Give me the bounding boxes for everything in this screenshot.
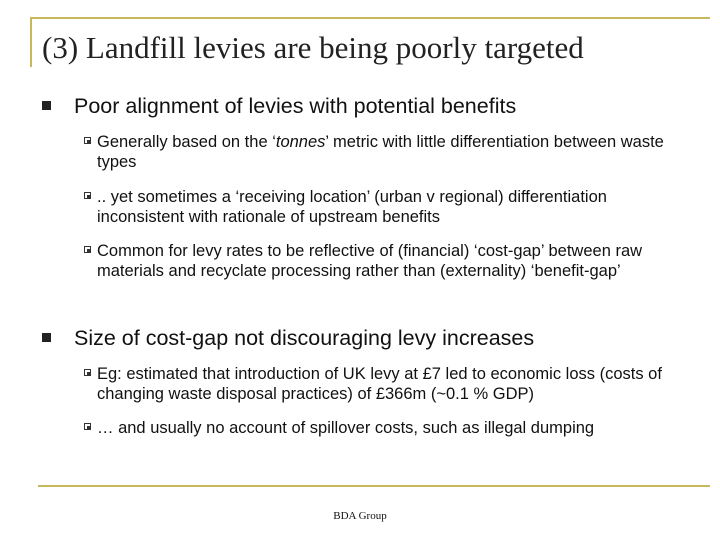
sub-bullet-1-1-pre: Generally based on the ‘ [97, 133, 276, 151]
bullet-1-text: Poor alignment of levies with potential benefits [74, 94, 517, 118]
frame-left-line [30, 17, 32, 67]
sub-bullet-1-1-text [97, 132, 679, 172]
slide-title: (3) Landfill levies are being poorly targeted [42, 30, 584, 65]
frame-bottom-line [38, 485, 710, 487]
square-bullet-icon [42, 333, 51, 342]
sub-bullet-1-2-text: .. yet sometimes a ‘receiving location’ (urban v regional) differentiation inconsistent with rationale of upstream benefits [97, 188, 607, 226]
checkbox-bullet-icon [84, 369, 91, 376]
checkbox-bullet-icon [84, 423, 91, 430]
sub-bullet-2-1-text: Eg: estimated that introduction of UK levy at £7 led to economic loss (costs of changing waste disposal practices) of £366m (~0.1 % GDP) [97, 365, 662, 403]
sub-bullet-1-1-post: ’ metric with little differentiation between waste types [97, 133, 664, 171]
checkbox-bullet-icon [84, 192, 91, 199]
footer-label: BDA Group [333, 510, 387, 522]
checkbox-bullet-icon [84, 246, 91, 253]
square-bullet-icon [42, 101, 51, 110]
sub-bullet-1-3-text: Common for levy rates to be reflective of (financial) ‘cost-gap’ between raw materials and recyclate processing rather than (externality) ‘benefit-gap’ [97, 242, 643, 280]
frame-top-line [30, 17, 710, 19]
bullet-2-text: Size of cost-gap not discouraging levy increases [74, 326, 535, 350]
sub-bullet-2-2-text: … and usually no account of spillover costs, such as illegal dumping [97, 419, 595, 437]
checkbox-bullet-icon [84, 137, 91, 144]
sub-bullet-1-1-emphasis: tonnes [275, 133, 326, 151]
